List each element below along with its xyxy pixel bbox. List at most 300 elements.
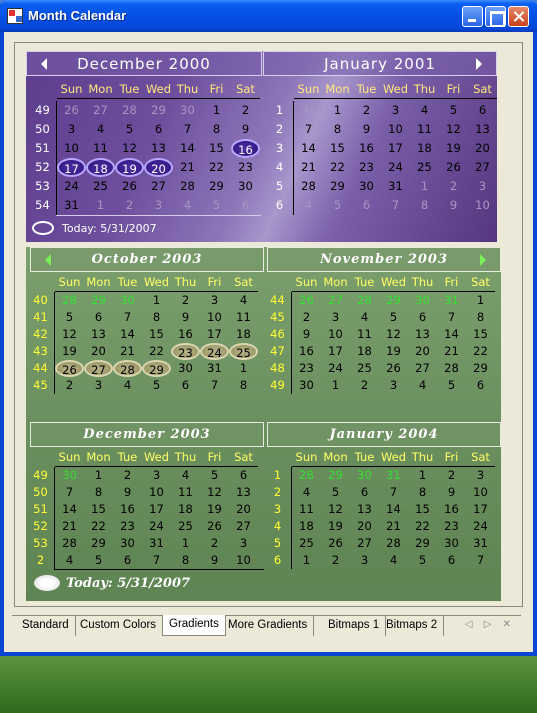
- calendar-day[interactable]: 12: [386, 327, 401, 341]
- calendar-day[interactable]: 8: [418, 485, 427, 499]
- calendar-day[interactable]: 9: [449, 198, 458, 212]
- calendar-day[interactable]: 8: [181, 553, 190, 567]
- calendar-day[interactable]: 5: [331, 485, 340, 499]
- calendar-day[interactable]: 12: [122, 141, 137, 155]
- calendar-day[interactable]: 4: [360, 310, 369, 324]
- close-button[interactable]: [508, 6, 529, 27]
- calendar-day[interactable]: 12: [446, 122, 461, 136]
- next-month-button[interactable]: [476, 58, 482, 70]
- calendar-day[interactable]: 14: [180, 141, 195, 155]
- calendar-day[interactable]: 8: [94, 485, 103, 499]
- calendar-day[interactable]: 12: [207, 485, 222, 499]
- calendar-day[interactable]: 28: [444, 361, 459, 375]
- calendar-day[interactable]: 7: [183, 122, 192, 136]
- calendar-day[interactable]: 3: [360, 553, 369, 567]
- calendar-day[interactable]: 4: [65, 553, 74, 567]
- calendar-day[interactable]: 28: [113, 360, 142, 377]
- calendar-day[interactable]: 24: [473, 519, 488, 533]
- calendar-day[interactable]: 30: [120, 536, 135, 550]
- calendar-day[interactable]: 18: [357, 344, 372, 358]
- calendar-day[interactable]: 15: [149, 327, 164, 341]
- calendar-day[interactable]: 3: [239, 536, 248, 550]
- calendar-day[interactable]: 27: [236, 519, 251, 533]
- calendar-day[interactable]: 27: [93, 103, 108, 117]
- calendar-day[interactable]: 24: [149, 519, 164, 533]
- calendar-day[interactable]: 1: [333, 103, 342, 117]
- calendar-day[interactable]: 26: [64, 103, 79, 117]
- calendar-day[interactable]: 13: [236, 485, 251, 499]
- calendar-day[interactable]: 30: [359, 179, 374, 193]
- calendar-day[interactable]: 8: [476, 310, 485, 324]
- calendar-day[interactable]: 7: [391, 198, 400, 212]
- calendar-day[interactable]: 29: [91, 536, 106, 550]
- calendar-day[interactable]: 4: [302, 485, 311, 499]
- calendar-day[interactable]: 29: [330, 179, 345, 193]
- calendar-day[interactable]: 5: [389, 310, 398, 324]
- calendar-day[interactable]: 26: [328, 536, 343, 550]
- calendar-day[interactable]: 8: [333, 122, 342, 136]
- calendar-day[interactable]: 9: [123, 485, 132, 499]
- calendar-day[interactable]: 20: [91, 344, 106, 358]
- calendar-day[interactable]: 15: [415, 502, 430, 516]
- green-gradient-calendar[interactable]: [26, 247, 501, 601]
- calendar-day[interactable]: 14: [386, 502, 401, 516]
- calendar-day[interactable]: 25: [178, 519, 193, 533]
- calendar-day[interactable]: 6: [181, 378, 190, 392]
- tab-gradients[interactable]: Gradients: [162, 615, 226, 636]
- calendar-day[interactable]: 1: [331, 378, 340, 392]
- tab-custom-colors[interactable]: Custom Colors: [74, 616, 163, 636]
- calendar-day[interactable]: 4: [420, 103, 429, 117]
- calendar-day[interactable]: 9: [362, 122, 371, 136]
- calendar-day[interactable]: 4: [123, 378, 132, 392]
- calendar-day[interactable]: 14: [301, 141, 316, 155]
- calendar-day[interactable]: 20: [475, 141, 490, 155]
- month-title[interactable]: November 2003: [319, 252, 449, 267]
- purple-gradient-calendar[interactable]: [26, 51, 497, 242]
- calendar-day[interactable]: 4: [418, 378, 427, 392]
- calendar-day[interactable]: 17: [328, 344, 343, 358]
- calendar-day[interactable]: 17: [149, 502, 164, 516]
- calendar-day[interactable]: 31: [207, 361, 222, 375]
- calendar-day[interactable]: 10: [149, 485, 164, 499]
- calendar-day[interactable]: 11: [178, 485, 193, 499]
- calendar-day[interactable]: 15: [330, 141, 345, 155]
- calendar-day[interactable]: 8: [420, 198, 429, 212]
- calendar-day[interactable]: 28: [180, 179, 195, 193]
- month-header[interactable]: [30, 422, 264, 447]
- calendar-day[interactable]: 30: [238, 179, 253, 193]
- day-of-week-label: Sat: [234, 450, 253, 464]
- calendar-day[interactable]: 6: [154, 122, 163, 136]
- calendar-day[interactable]: 6: [94, 310, 103, 324]
- calendar-day[interactable]: 5: [125, 122, 134, 136]
- calendar-day[interactable]: 23: [444, 519, 459, 533]
- tab-standard[interactable]: Standard: [16, 616, 76, 636]
- calendar-day[interactable]: 24: [64, 179, 79, 193]
- calendar-day[interactable]: 29: [91, 293, 106, 307]
- month-header[interactable]: [267, 422, 501, 447]
- calendar-day[interactable]: 30: [178, 361, 193, 375]
- calendar-day[interactable]: 29: [473, 361, 488, 375]
- calendar-day[interactable]: 27: [475, 160, 490, 174]
- calendar-day[interactable]: 6: [447, 553, 456, 567]
- calendar-day[interactable]: 6: [360, 485, 369, 499]
- calendar-day[interactable]: 29: [151, 103, 166, 117]
- month-title[interactable]: December 2003: [83, 427, 211, 442]
- calendar-day[interactable]: 16: [299, 344, 314, 358]
- calendar-day[interactable]: 1: [96, 198, 105, 212]
- calendar-day[interactable]: 16: [178, 327, 193, 341]
- calendar-day[interactable]: 30: [299, 378, 314, 392]
- calendar-day[interactable]: 27: [151, 179, 166, 193]
- tab-bitmaps-2[interactable]: Bitmaps 2: [380, 616, 444, 636]
- calendar-day[interactable]: 21: [120, 344, 135, 358]
- calendar-day[interactable]: 3: [154, 198, 163, 212]
- calendar-day[interactable]: 17: [207, 327, 222, 341]
- calendar-day[interactable]: 5: [418, 553, 427, 567]
- calendar-day[interactable]: 31: [301, 103, 316, 117]
- day-of-week-label: Mon: [323, 275, 348, 289]
- calendar-day[interactable]: 29: [415, 536, 430, 550]
- calendar-day[interactable]: 28: [301, 179, 316, 193]
- calendar-day[interactable]: 7: [123, 310, 132, 324]
- calendar-day[interactable]: 9: [241, 122, 250, 136]
- calendar-day[interactable]: 3: [67, 122, 76, 136]
- calendar-day[interactable]: 27: [357, 536, 372, 550]
- calendar-day[interactable]: 8: [152, 310, 161, 324]
- week-number: 54: [35, 198, 50, 212]
- tab-more-gradients[interactable]: More Gradients: [222, 616, 314, 636]
- calendar-day[interactable]: 1: [418, 468, 427, 482]
- calendar-day[interactable]: 6: [239, 468, 248, 482]
- calendar-day[interactable]: 1: [212, 103, 221, 117]
- calendar-day[interactable]: 7: [304, 122, 313, 136]
- calendar-day[interactable]: 9: [302, 327, 311, 341]
- today-link[interactable]: [32, 221, 157, 235]
- calendar-day[interactable]: 3: [331, 310, 340, 324]
- maximize-button[interactable]: [485, 6, 506, 27]
- calendar-day[interactable]: 29: [209, 179, 224, 193]
- calendar-day[interactable]: 4: [304, 198, 313, 212]
- calendar-day[interactable]: 5: [212, 198, 221, 212]
- calendar-day[interactable]: 4: [239, 293, 248, 307]
- calendar-day[interactable]: 16: [231, 139, 260, 158]
- month-header[interactable]: [263, 51, 497, 76]
- calendar-day[interactable]: 15: [209, 141, 224, 155]
- calendar-day[interactable]: 7: [447, 310, 456, 324]
- calendar-day[interactable]: 26: [122, 179, 137, 193]
- calendar-day[interactable]: 3: [476, 468, 485, 482]
- month-title[interactable]: December 2000: [77, 54, 211, 73]
- calendar-day[interactable]: 5: [152, 378, 161, 392]
- calendar-day[interactable]: 2: [302, 310, 311, 324]
- day-of-week-label: Wed: [380, 450, 407, 464]
- calendar-day[interactable]: 2: [360, 378, 369, 392]
- calendar-day[interactable]: 3: [152, 468, 161, 482]
- calendar-day[interactable]: 29: [142, 360, 171, 377]
- calendar-day[interactable]: 13: [151, 141, 166, 155]
- calendar-day[interactable]: 27: [328, 293, 343, 307]
- calendar-day[interactable]: 16: [359, 141, 374, 155]
- minimize-button[interactable]: [462, 6, 483, 27]
- calendar-day[interactable]: 23: [359, 160, 374, 174]
- calendar-day[interactable]: 2: [362, 103, 371, 117]
- calendar-day[interactable]: 15: [91, 502, 106, 516]
- calendar-day[interactable]: 7: [389, 485, 398, 499]
- week-number: 2: [36, 553, 45, 567]
- calendar-day[interactable]: 26: [55, 360, 84, 377]
- calendar-day[interactable]: 25: [357, 361, 372, 375]
- calendar-day[interactable]: 19: [386, 344, 401, 358]
- calendar-day[interactable]: 22: [209, 160, 224, 174]
- calendar-day[interactable]: 9: [181, 310, 190, 324]
- calendar-day[interactable]: 1: [239, 361, 248, 375]
- calendar-day[interactable]: 16: [444, 502, 459, 516]
- calendar-day[interactable]: 13: [357, 502, 372, 516]
- calendar-day[interactable]: 3: [210, 293, 219, 307]
- calendar-day[interactable]: 11: [299, 502, 314, 516]
- calendar-day[interactable]: 6: [478, 103, 487, 117]
- day-of-week-label: Mon: [325, 82, 350, 96]
- calendar-day[interactable]: 22: [149, 344, 164, 358]
- calendar-day[interactable]: 23: [171, 343, 200, 360]
- calendar-day[interactable]: 22: [91, 519, 106, 533]
- calendar-day[interactable]: 23: [299, 361, 314, 375]
- calendar-day[interactable]: 20: [144, 158, 173, 177]
- title-bar[interactable]: [0, 0, 537, 32]
- calendar-day[interactable]: 19: [446, 141, 461, 155]
- calendar-day[interactable]: 10: [388, 122, 403, 136]
- today-link[interactable]: [34, 575, 190, 591]
- calendar-day[interactable]: 29: [386, 293, 401, 307]
- calendar-day[interactable]: 4: [96, 122, 105, 136]
- month-header[interactable]: [26, 51, 262, 76]
- day-of-week-label: Wed: [143, 275, 170, 289]
- calendar-day[interactable]: 2: [449, 179, 458, 193]
- prev-month-button[interactable]: [45, 254, 51, 266]
- calendar-day[interactable]: 18: [86, 158, 115, 177]
- calendar-day[interactable]: 18: [299, 519, 314, 533]
- calendar-day[interactable]: 3: [94, 378, 103, 392]
- month-title[interactable]: January 2004: [329, 427, 439, 442]
- calendar-day[interactable]: 2: [125, 198, 134, 212]
- calendar-day[interactable]: 30: [415, 293, 430, 307]
- week-number: 4: [273, 519, 282, 533]
- calendar-day[interactable]: 27: [415, 361, 430, 375]
- calendar-day[interactable]: 14: [120, 327, 135, 341]
- day-of-week-label: Fri: [446, 82, 461, 96]
- calendar-day[interactable]: 25: [229, 343, 258, 360]
- calendar-day[interactable]: 6: [241, 198, 250, 212]
- calendar-day[interactable]: 7: [65, 485, 74, 499]
- calendar-day[interactable]: 24: [388, 160, 403, 174]
- calendar-day[interactable]: 25: [417, 160, 432, 174]
- calendar-day[interactable]: 21: [386, 519, 401, 533]
- calendar-day[interactable]: 12: [328, 502, 343, 516]
- week-number: 45: [33, 378, 48, 392]
- month-title[interactable]: January 2001: [324, 54, 436, 73]
- calendar-day[interactable]: 22: [473, 344, 488, 358]
- calendar-day[interactable]: 5: [210, 468, 219, 482]
- calendar-day[interactable]: 17: [388, 141, 403, 155]
- calendar-day[interactable]: 14: [444, 327, 459, 341]
- calendar-day[interactable]: 20: [357, 519, 372, 533]
- calendar-day[interactable]: 28: [62, 536, 77, 550]
- calendar-day[interactable]: 5: [333, 198, 342, 212]
- calendar-day[interactable]: 31: [444, 293, 459, 307]
- calendar-day[interactable]: 5: [447, 378, 456, 392]
- calendar-day[interactable]: 22: [415, 519, 430, 533]
- calendar-day[interactable]: 10: [475, 198, 490, 212]
- today-circle-icon: [34, 575, 60, 591]
- calendar-day[interactable]: 13: [475, 122, 490, 136]
- calendar-day[interactable]: 18: [236, 327, 251, 341]
- calendar-day[interactable]: 19: [115, 158, 144, 177]
- calendar-day[interactable]: 4: [389, 553, 398, 567]
- month-header[interactable]: [267, 247, 501, 272]
- calendar-day[interactable]: 21: [180, 160, 195, 174]
- app-icon[interactable]: [7, 8, 23, 24]
- tab-scroll-controls[interactable]: ◁ ▷ ✕: [464, 619, 515, 630]
- calendar-day[interactable]: 10: [473, 485, 488, 499]
- calendar-day[interactable]: 3: [389, 378, 398, 392]
- calendar-day[interactable]: 20: [415, 344, 430, 358]
- prev-month-button[interactable]: [41, 58, 47, 70]
- calendar-day[interactable]: 6: [418, 310, 427, 324]
- calendar-day[interactable]: 29: [328, 468, 343, 482]
- calendar-day[interactable]: 1: [181, 536, 190, 550]
- calendar-day[interactable]: 30: [180, 103, 195, 117]
- calendar-day[interactable]: 28: [386, 536, 401, 550]
- calendar-day[interactable]: 1: [476, 293, 485, 307]
- calendar-day[interactable]: 9: [210, 553, 219, 567]
- calendar-day[interactable]: 13: [91, 327, 106, 341]
- calendar-day[interactable]: 4: [183, 198, 192, 212]
- calendar-day[interactable]: 16: [120, 502, 135, 516]
- calendar-day[interactable]: 25: [299, 536, 314, 550]
- calendar-day[interactable]: 31: [386, 468, 401, 482]
- calendar-day[interactable]: 7: [210, 378, 219, 392]
- calendar-day[interactable]: 12: [62, 327, 77, 341]
- calendar-day[interactable]: 11: [417, 122, 432, 136]
- calendar-day[interactable]: 19: [328, 519, 343, 533]
- calendar-day[interactable]: 23: [120, 519, 135, 533]
- calendar-day[interactable]: 2: [123, 468, 132, 482]
- calendar-day[interactable]: 31: [64, 198, 79, 212]
- calendar-day[interactable]: 20: [236, 502, 251, 516]
- day-of-week-label: Sat: [471, 275, 490, 289]
- calendar-day[interactable]: 31: [473, 536, 488, 550]
- day-of-week-label: Sun: [295, 275, 318, 289]
- calendar-day[interactable]: 2: [65, 378, 74, 392]
- tab-bitmaps-1[interactable]: Bitmaps 1: [322, 616, 386, 636]
- calendar-day[interactable]: 26: [386, 361, 401, 375]
- calendar-day[interactable]: 28: [357, 293, 372, 307]
- calendar-day[interactable]: 10: [64, 141, 79, 155]
- calendar-day[interactable]: 17: [57, 158, 86, 177]
- calendar-day[interactable]: 11: [357, 327, 372, 341]
- calendar-day[interactable]: 19: [207, 502, 222, 516]
- calendar-day[interactable]: 14: [62, 502, 77, 516]
- calendar-day[interactable]: 7: [476, 553, 485, 567]
- calendar-day[interactable]: 5: [65, 310, 74, 324]
- calendar-day[interactable]: 21: [301, 160, 316, 174]
- calendar-day[interactable]: 28: [62, 293, 77, 307]
- day-of-week-label: Wed: [145, 82, 172, 96]
- calendar-day[interactable]: 30: [120, 293, 135, 307]
- calendar-day[interactable]: 2: [210, 536, 219, 550]
- next-month-button[interactable]: [480, 254, 486, 266]
- calendar-day[interactable]: 26: [207, 519, 222, 533]
- calendar-day[interactable]: 31: [388, 179, 403, 193]
- calendar-day[interactable]: 8: [239, 378, 248, 392]
- calendar-day[interactable]: 4: [181, 468, 190, 482]
- calendar-day[interactable]: 24: [328, 361, 343, 375]
- week-number: 49: [35, 103, 50, 117]
- calendar-day[interactable]: 26: [446, 160, 461, 174]
- calendar-day[interactable]: 18: [178, 502, 193, 516]
- week-number: 51: [33, 502, 48, 516]
- calendar-day[interactable]: 10: [236, 553, 251, 567]
- calendar-day[interactable]: 15: [473, 327, 488, 341]
- calendar-day[interactable]: 6: [362, 198, 371, 212]
- calendar-day[interactable]: 30: [444, 536, 459, 550]
- calendar-day[interactable]: 5: [449, 103, 458, 117]
- calendar-day[interactable]: 25: [93, 179, 108, 193]
- calendar-day[interactable]: 1: [420, 179, 429, 193]
- calendar-day[interactable]: 17: [473, 502, 488, 516]
- calendar-day[interactable]: 8: [212, 122, 221, 136]
- calendar-day[interactable]: 9: [447, 485, 456, 499]
- month-title[interactable]: October 2003: [91, 252, 203, 267]
- calendar-day[interactable]: 2: [331, 553, 340, 567]
- calendar-day[interactable]: 22: [330, 160, 345, 174]
- calendar-day[interactable]: 10: [328, 327, 343, 341]
- calendar-day[interactable]: 26: [299, 293, 314, 307]
- calendar-day[interactable]: 28: [299, 468, 314, 482]
- calendar-day[interactable]: 21: [444, 344, 459, 358]
- calendar-day[interactable]: 5: [94, 553, 103, 567]
- calendar-day[interactable]: 11: [236, 310, 251, 324]
- calendar-day[interactable]: 3: [391, 103, 400, 117]
- calendar-day[interactable]: 19: [62, 344, 77, 358]
- calendar-day[interactable]: 21: [62, 519, 77, 533]
- calendar-day[interactable]: 31: [149, 536, 164, 550]
- calendar-day[interactable]: 30: [357, 468, 372, 482]
- calendar-day[interactable]: 6: [123, 553, 132, 567]
- calendar-day[interactable]: 23: [238, 160, 253, 174]
- calendar-day[interactable]: 1: [152, 293, 161, 307]
- calendar-day[interactable]: 6: [476, 378, 485, 392]
- calendar-day[interactable]: 11: [93, 141, 108, 155]
- calendar-day[interactable]: 2: [241, 103, 250, 117]
- calendar-day[interactable]: 2: [181, 293, 190, 307]
- calendar-day[interactable]: 2: [447, 468, 456, 482]
- calendar-day[interactable]: 24: [200, 343, 229, 360]
- month-header[interactable]: [30, 247, 264, 272]
- calendar-day[interactable]: 10: [207, 310, 222, 324]
- calendar-day[interactable]: 1: [94, 468, 103, 482]
- calendar-day[interactable]: 27: [84, 360, 113, 377]
- calendar-day[interactable]: 1: [302, 553, 311, 567]
- calendar-day[interactable]: 13: [415, 327, 430, 341]
- calendar-day[interactable]: 18: [417, 141, 432, 155]
- calendar-day[interactable]: 30: [62, 468, 77, 482]
- calendar-day[interactable]: 3: [478, 179, 487, 193]
- calendar-day[interactable]: 7: [152, 553, 161, 567]
- calendar-day[interactable]: 28: [122, 103, 137, 117]
